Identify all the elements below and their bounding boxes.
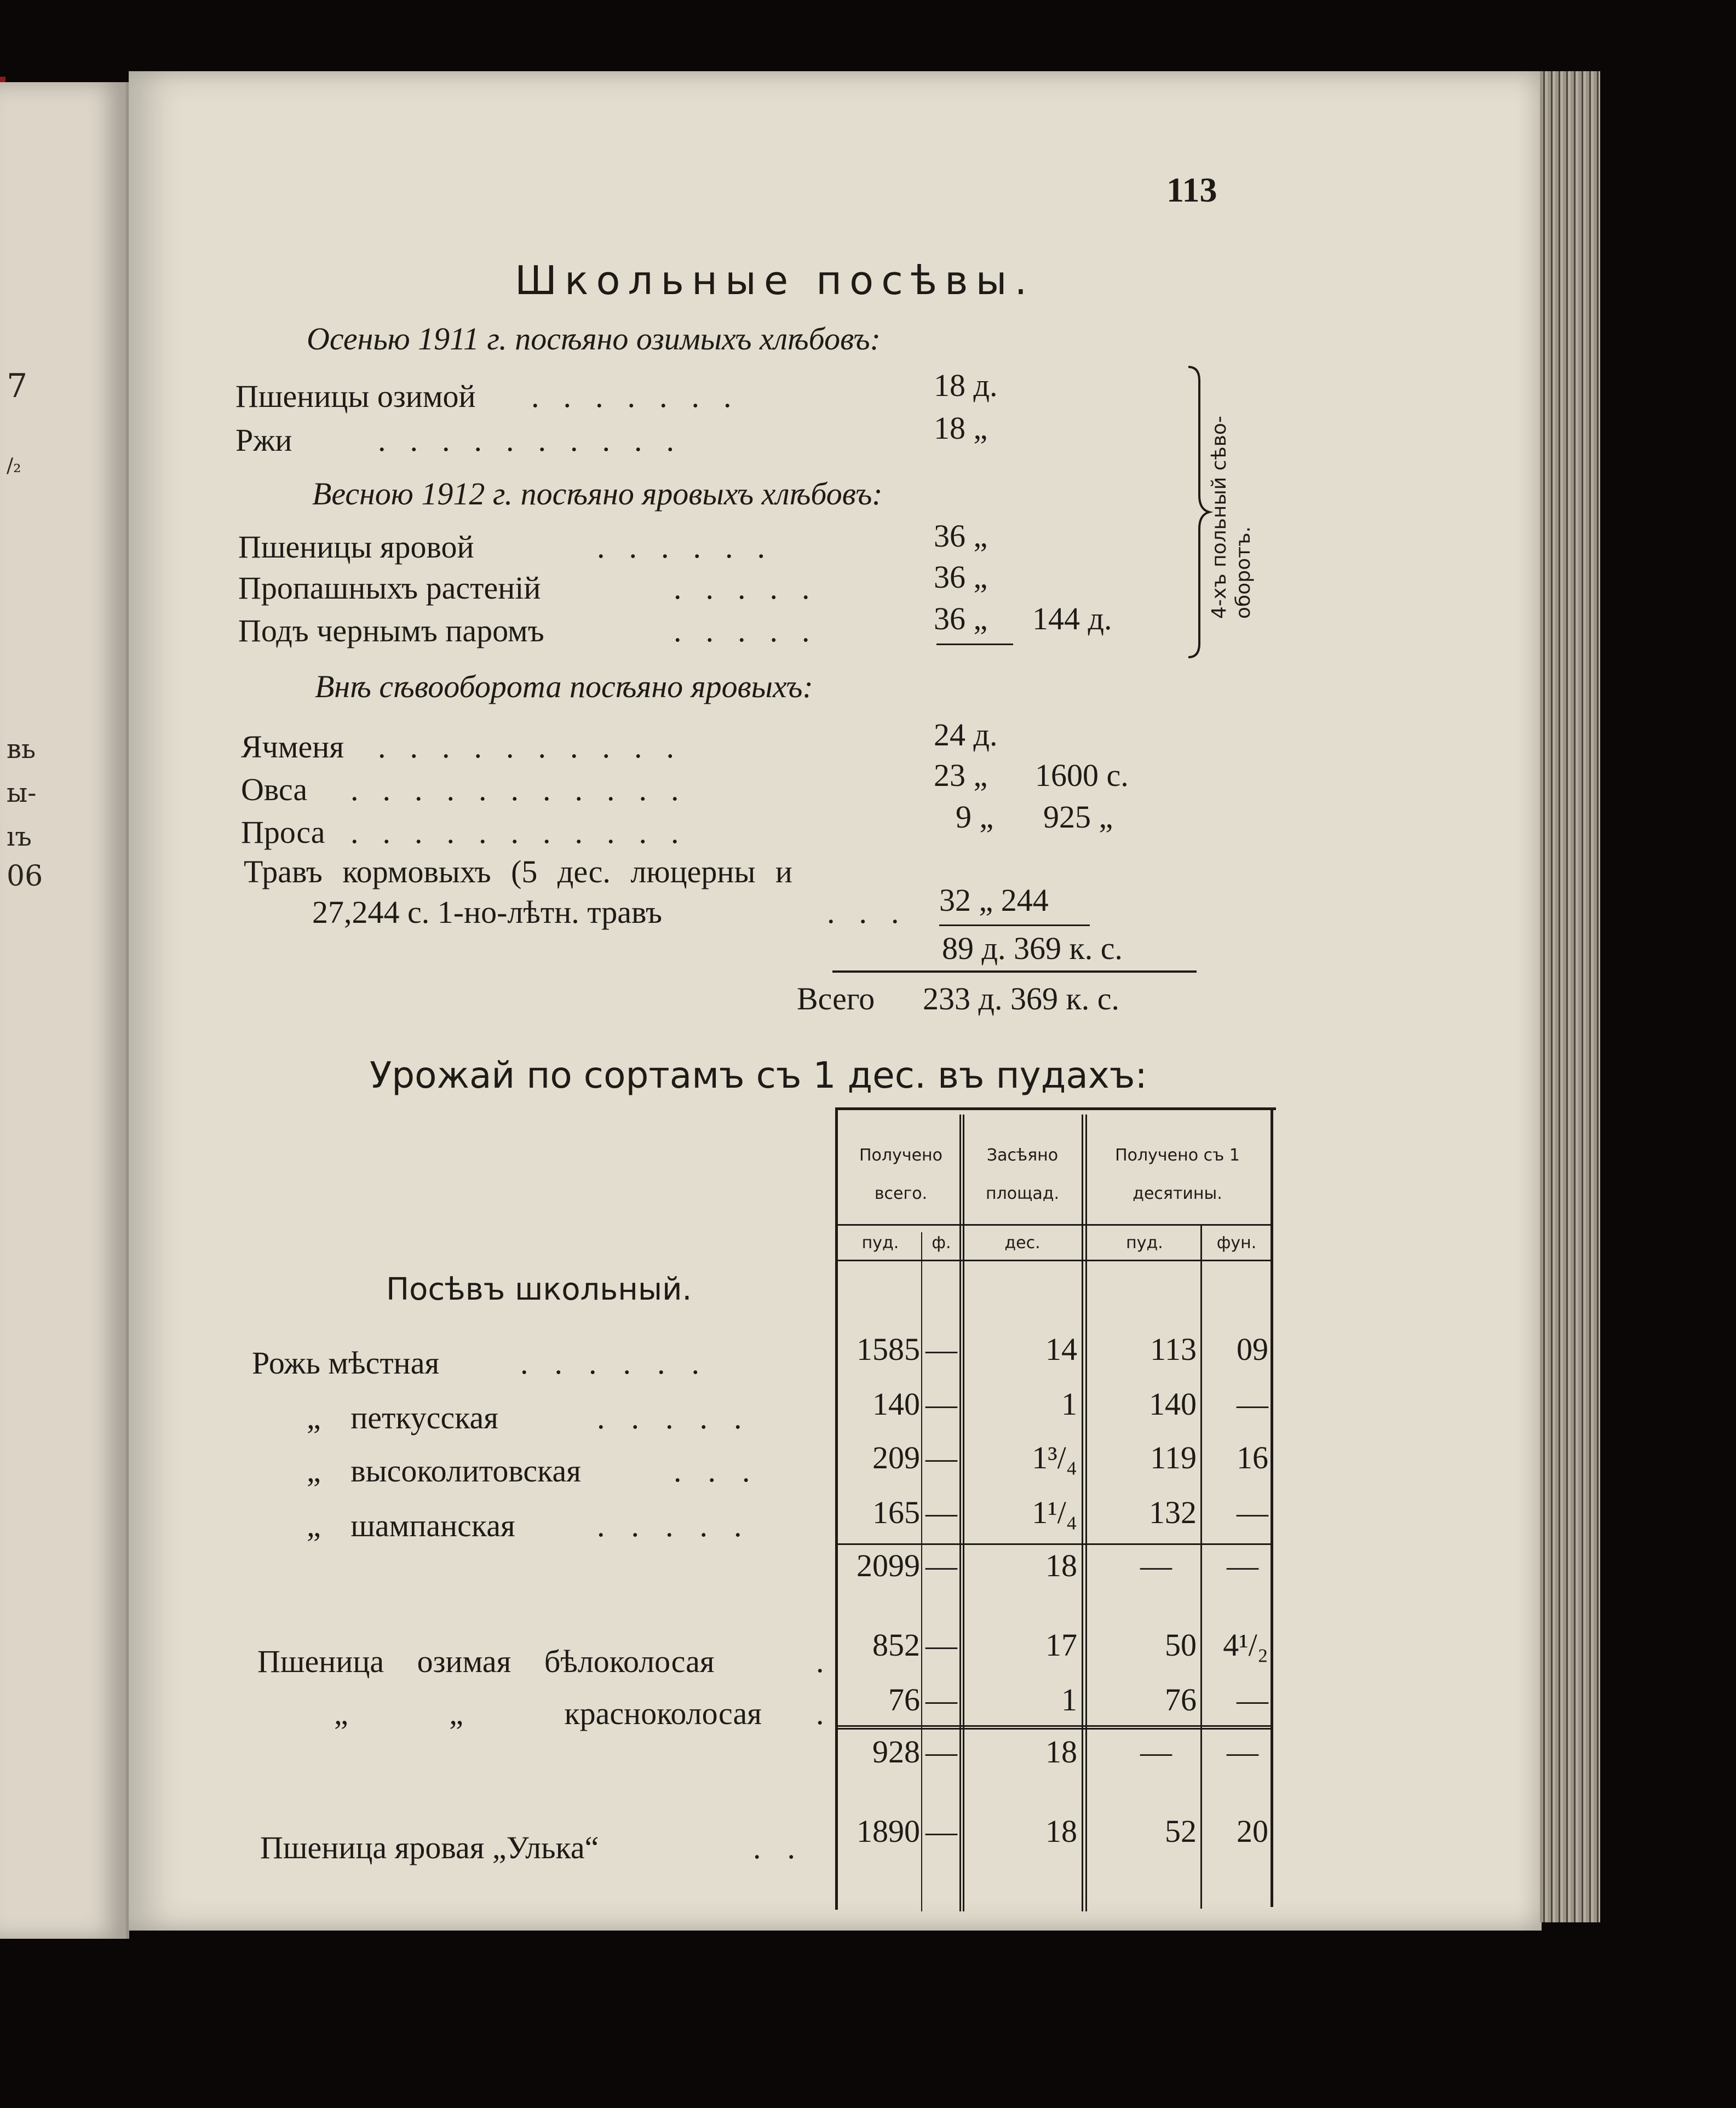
cell-f: — [926, 1813, 957, 1849]
leader-dots: ..... [674, 570, 834, 606]
cell-pud: 76 [888, 1682, 920, 1718]
cell-des: 17 [1045, 1627, 1077, 1663]
cell-f: — [926, 1331, 957, 1367]
cell-pud: 165 [872, 1495, 920, 1530]
harvest-heading: Урожай по сортамъ съ 1 дес. въ пудахъ: [370, 1054, 1147, 1096]
list-item-label: 27,244 с. 1-но-лѣтн. травъ [312, 894, 662, 930]
cell-pud1: 50 [1165, 1627, 1197, 1663]
left-page-fragment: вь [7, 734, 36, 765]
list-item-extra: 925 „ [1043, 799, 1113, 835]
cell-des: 1 [1061, 1682, 1077, 1718]
cell-fun1: — [1227, 1548, 1258, 1583]
leader-dots: .......... [378, 422, 698, 458]
list-item-value: 9 „ [956, 799, 994, 835]
cell-pud1: 52 [1165, 1813, 1197, 1849]
cell-pud1: 119 [1150, 1440, 1197, 1475]
list-item-label: Подъ чернымъ паромъ [238, 613, 544, 648]
left-page-fragment: 06 [7, 860, 43, 893]
cell-pud1: 76 [1165, 1682, 1197, 1718]
total-label: Всего [797, 981, 875, 1016]
row-label: „ шампанская [307, 1508, 515, 1543]
section-label: Посѣвъ школьный. [386, 1272, 692, 1307]
cell-fun1: — [1237, 1495, 1268, 1530]
cell-fun1: 16 [1237, 1440, 1268, 1475]
left-page-fragment: ıъ [7, 822, 32, 852]
leader-dots: ...... [597, 529, 789, 565]
list-item-value: 32 „ 244 [939, 882, 1049, 918]
underline [939, 924, 1090, 926]
cell-des: 1¹/₄ [1032, 1495, 1077, 1530]
cell-pud: 1890 [856, 1813, 920, 1849]
cell-pud1: — [1140, 1548, 1172, 1583]
page-number: 113 [1166, 170, 1217, 209]
list-item-label: Проса [241, 814, 325, 850]
total-value: 233 д. 369 к. с. [923, 981, 1119, 1016]
left-page-fragment: /₂ [7, 455, 21, 477]
leader-dots: .......... [378, 729, 698, 765]
leader-dots: ..... [674, 613, 834, 648]
list-item-value: 36 „ [934, 601, 988, 636]
left-page-fragment: 7 [7, 367, 28, 405]
cell-fun1: — [1237, 1682, 1268, 1718]
cell-pud1: — [1140, 1734, 1172, 1770]
cell-des: 18 [1045, 1734, 1077, 1770]
cell-f: — [926, 1734, 957, 1770]
list-item-label: Ячменя [241, 729, 344, 765]
list-item-value: 24 д. [934, 717, 998, 753]
cell-des: 18 [1045, 1548, 1077, 1583]
cell-pud: 852 [872, 1627, 920, 1663]
outside-heading: Внѣ сѣвооборота посѣяно яровыхъ: [315, 669, 813, 704]
subheader-pud: пуд. [861, 1233, 899, 1253]
leader-dots: ........... [350, 772, 703, 807]
column-header-per-des: Получено съ 1 десятины. [1115, 1146, 1240, 1203]
subheader-f: ф. [932, 1233, 951, 1253]
list-item-label: Травъ кормовыхъ (5 дес. люцерны и [244, 854, 792, 889]
column-header-total: Получено всего. [859, 1146, 942, 1203]
list-item-value: 23 „ [934, 757, 988, 793]
page-edges [1540, 71, 1600, 1922]
left-page [0, 82, 129, 1939]
leader-dots: ....... [531, 378, 756, 414]
page-title: Школьные посѣвы. [515, 257, 1035, 303]
cell-fun1: — [1227, 1734, 1258, 1770]
column-header-area: Засѣяно площад. [985, 1146, 1060, 1203]
cell-pud1: 113 [1150, 1331, 1197, 1367]
autumn-heading: Осенью 1911 г. посѣяно озимыхъ хлѣбовъ: [307, 321, 881, 357]
cell-fun1: 09 [1237, 1331, 1268, 1367]
subheader-pud1: пуд. [1126, 1233, 1163, 1253]
list-item-value: 18 д. [934, 367, 998, 403]
list-item-label: Пропашныхъ растеній [238, 570, 541, 606]
leader-dots: ........... [350, 814, 703, 850]
row-label: „ петкусская [307, 1400, 498, 1435]
list-item-label: Ржи [235, 422, 292, 458]
list-item-label: Овса [241, 772, 308, 807]
list-item-total: 144 д. [1032, 601, 1112, 636]
cell-f: — [926, 1386, 957, 1422]
cell-fun1: 20 [1237, 1813, 1268, 1849]
cell-fun1: — [1237, 1386, 1268, 1422]
subheader-des: дес. [1004, 1233, 1041, 1253]
cell-f: — [926, 1682, 957, 1718]
total-rule [832, 970, 1197, 973]
rotation-note: 4-хъ польный сѣво-оборотъ. [1208, 416, 1255, 619]
cell-des: 18 [1045, 1813, 1077, 1849]
leader-dots: ... [827, 894, 923, 930]
subtotal: 89 д. 369 к. с. [942, 930, 1123, 966]
cell-f: — [926, 1548, 957, 1583]
cell-pud: 209 [872, 1440, 920, 1475]
underline [936, 644, 1013, 645]
left-page-fragment: ы- [7, 778, 37, 808]
row-label: Рожь мѣстная [252, 1345, 440, 1381]
list-item-value: 36 „ [934, 518, 988, 554]
list-item-label: Пшеницы озимой [235, 378, 476, 414]
row-label: „ высоколитовская [307, 1453, 581, 1489]
cell-pud: 928 [872, 1734, 920, 1770]
row-label: Пшеница озимая бѣлоколосая [257, 1644, 715, 1679]
cell-f: — [926, 1440, 957, 1475]
row-label: „ „ красноколосая [334, 1696, 762, 1731]
cell-fun1: 4¹/₂ [1223, 1627, 1268, 1663]
cell-pud: 140 [872, 1386, 920, 1422]
cell-des: 1 [1061, 1386, 1077, 1422]
cell-des: 14 [1045, 1331, 1077, 1367]
cell-pud1: 132 [1149, 1495, 1197, 1530]
row-label: Пшеница яровая „Улька“ [260, 1830, 599, 1865]
cell-pud: 1585 [856, 1331, 920, 1367]
list-item-value: 18 „ [934, 410, 988, 446]
list-item-value: 36 „ [934, 559, 988, 595]
cell-pud1: 140 [1149, 1386, 1197, 1422]
cell-pud: 2099 [856, 1548, 920, 1583]
list-item-extra: 1600 с. [1035, 757, 1129, 793]
cell-f: — [926, 1627, 957, 1663]
cell-f: — [926, 1495, 957, 1530]
list-item-label: Пшеницы яровой [238, 529, 474, 565]
subheader-fun1: фун. [1216, 1233, 1257, 1253]
spring-heading: Весною 1912 г. посѣяно яровыхъ хлѣбовъ: [312, 476, 883, 512]
cell-des: 1³/₄ [1032, 1440, 1077, 1475]
